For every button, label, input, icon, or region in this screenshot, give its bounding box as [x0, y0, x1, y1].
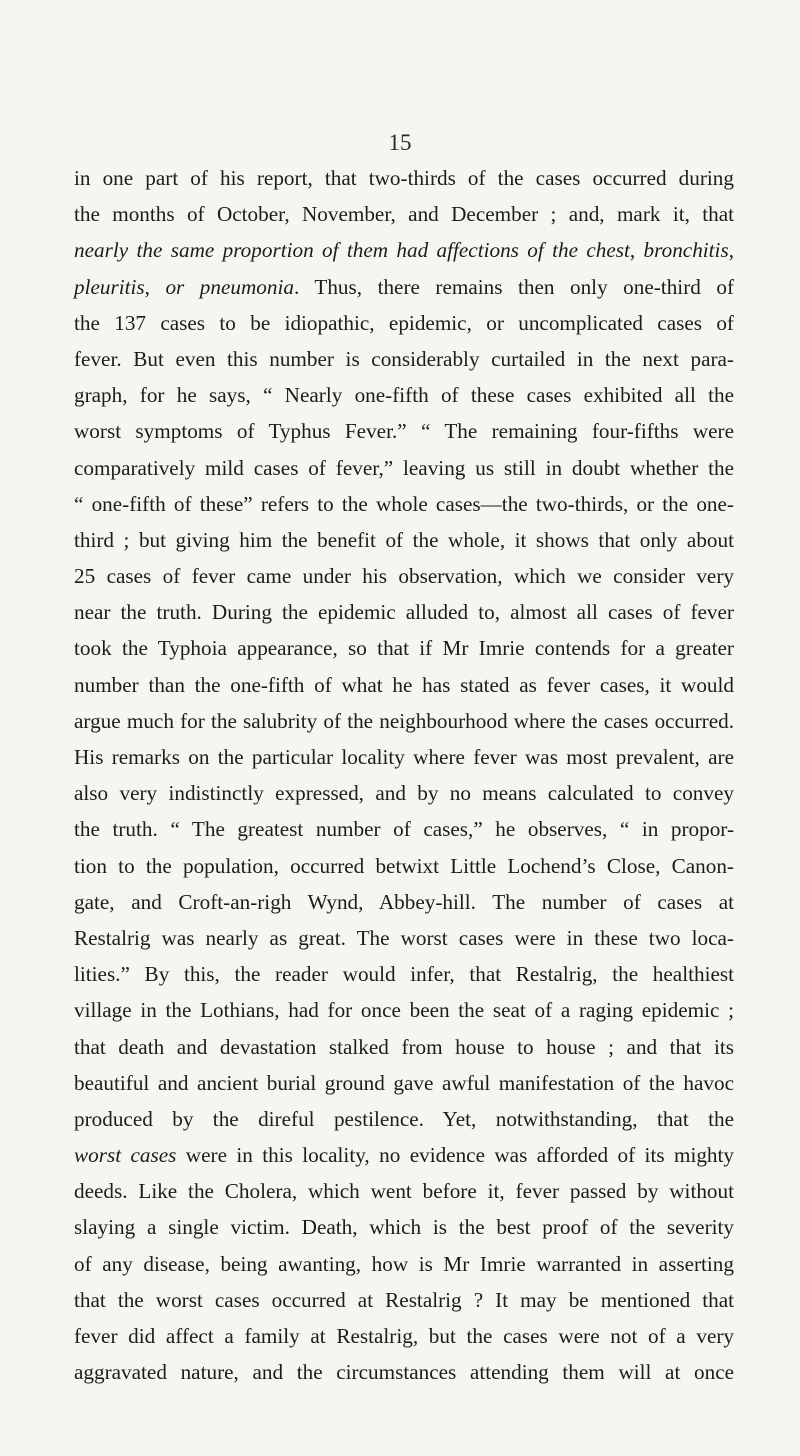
- text-line: [74, 1101, 734, 1137]
- text-run: that death and devastation stalked from house to house ; and that its: [74, 1034, 734, 1059]
- text-run: fever did affect a family at Restalrig, but the cases were not of a very: [74, 1324, 734, 1348]
- text-run: lities.” By this, the reader would infer, that Restalrig, the healthiest: [74, 962, 734, 987]
- text-run: slaying a single victim. Death, which is the best proof of the severity: [74, 1215, 734, 1240]
- text-line: [74, 703, 734, 739]
- text-line: [74, 232, 734, 268]
- text-line: [74, 594, 734, 630]
- text-line: [74, 413, 734, 449]
- text-run: produced by the direful pestilence. Yet, notwithstanding, that the: [74, 1106, 734, 1131]
- text-line: [74, 884, 734, 920]
- text-run: deeds. Like the Cholera, which went before it, fever passed by without: [74, 1179, 734, 1204]
- italic-text: bronchitis: [643, 238, 729, 263]
- text-line: [74, 1354, 734, 1390]
- text-run: the months of October, November, and December ; and, mark it, that: [74, 202, 734, 227]
- text-run: argue much for the salubrity of the neighbourhood where the cases occurred.: [74, 708, 734, 733]
- text-line: [74, 1209, 734, 1245]
- text-run: aggravated nature, and the circumstances attending them will at once: [74, 1360, 734, 1385]
- text-line: [74, 450, 734, 486]
- text-run: third ; but giving him the benefit of the whole, it shows that only about: [74, 527, 734, 552]
- text-run: His remarks on the particular locality where fever was most prevalent, are: [74, 745, 734, 769]
- text-run: number than the one-fifth of what he has stated as fever cases, it would: [74, 672, 734, 697]
- text-run: graph, for he says, “ Nearly one-fifth of these cases exhibited all the: [74, 383, 734, 408]
- text-run: ,: [728, 238, 734, 263]
- text-line: [74, 630, 734, 666]
- text-line: [74, 1137, 734, 1173]
- text-line: [74, 956, 734, 992]
- text-run: the truth. “ The greatest number of cases,” he observes, “ in propor-: [74, 817, 734, 842]
- body-text: [74, 160, 734, 1390]
- text-run: took the Typhoia appearance, so that if Mr Imrie contends for a greater: [74, 636, 734, 661]
- text-run: of any disease, being awanting, how is Mr Imrie warranted in asserting: [74, 1251, 734, 1276]
- text-line: [74, 775, 734, 811]
- text-line: [74, 1029, 734, 1065]
- text-line: [74, 269, 734, 305]
- text-line: [74, 1318, 734, 1354]
- text-run: that the worst cases occurred at Restalrig ? It may be mentioned that: [74, 1287, 734, 1312]
- text-line: [74, 667, 734, 703]
- text-run: were in this locality, no evidence was afforded of its mighty: [176, 1143, 735, 1168]
- text-run: comparatively mild cases of fever,” leaving us still in doubt whether the: [74, 455, 734, 480]
- text-line: [74, 1065, 734, 1101]
- text-run: Restalrig was nearly as great. The worst cases were in these two loca-: [74, 925, 734, 950]
- text-run: “ one-fifth of these” refers to the whole cases—the two-thirds, or the one-: [74, 491, 734, 516]
- text-run: near the truth. During the epidemic alluded to, almost all cases of fever: [74, 600, 734, 625]
- text-run: gate, and Croft-an-righ Wynd, Abbey-hill. The number of cases at: [74, 889, 734, 914]
- text-line: [74, 920, 734, 956]
- text-run: tion to the population, occurred betwixt Little Lochend’s Close, Canon-: [74, 853, 734, 878]
- text-run: the 137 cases to be idiopathic, epidemic, or uncomplicated cases of: [74, 310, 734, 335]
- text-line: [74, 992, 734, 1028]
- text-run: also very indistinctly expressed, and by no means calculated to convey: [74, 781, 734, 806]
- text-run: in one part of his report, that two-thirds of the cases occurred during: [74, 166, 734, 190]
- italic-text: nearly the same proportion of them had affections of the chest: [74, 238, 630, 263]
- text-line: [74, 558, 734, 594]
- text-line: [74, 522, 734, 558]
- text-line: [74, 196, 734, 232]
- text-line: [74, 486, 734, 522]
- text-line: [74, 305, 734, 341]
- text-line: [74, 377, 734, 413]
- text-line: [74, 848, 734, 884]
- text-line: [74, 811, 734, 847]
- text-run: ,: [629, 238, 644, 263]
- text-run: fever. But even this number is considerably curtailed in the next para-: [74, 346, 734, 371]
- text-run: . Thus, there remains then only one-third of: [293, 274, 734, 299]
- text-line: [74, 1246, 734, 1282]
- text-line: [74, 1173, 734, 1209]
- italic-text: pleuritis: [74, 274, 145, 299]
- text-run: ,: [144, 274, 166, 299]
- italic-text: worst cases: [74, 1143, 177, 1168]
- text-line: [74, 739, 734, 775]
- text-run: beautiful and ancient burial ground gave awful manifestation of the havoc: [74, 1070, 734, 1095]
- page-number: 15: [388, 130, 412, 155]
- italic-text: or pneumonia: [165, 274, 294, 299]
- text-line: [74, 341, 734, 377]
- text-line: [74, 1282, 734, 1318]
- text-run: worst symptoms of Typhus Fever.” “ The remaining four-fifths were: [74, 419, 734, 444]
- text-run: village in the Lothians, had for once been the seat of a raging epidemic ;: [74, 998, 734, 1023]
- text-run: 25 cases of fever came under his observation, which we consider very: [74, 564, 734, 589]
- text-line: [74, 160, 734, 196]
